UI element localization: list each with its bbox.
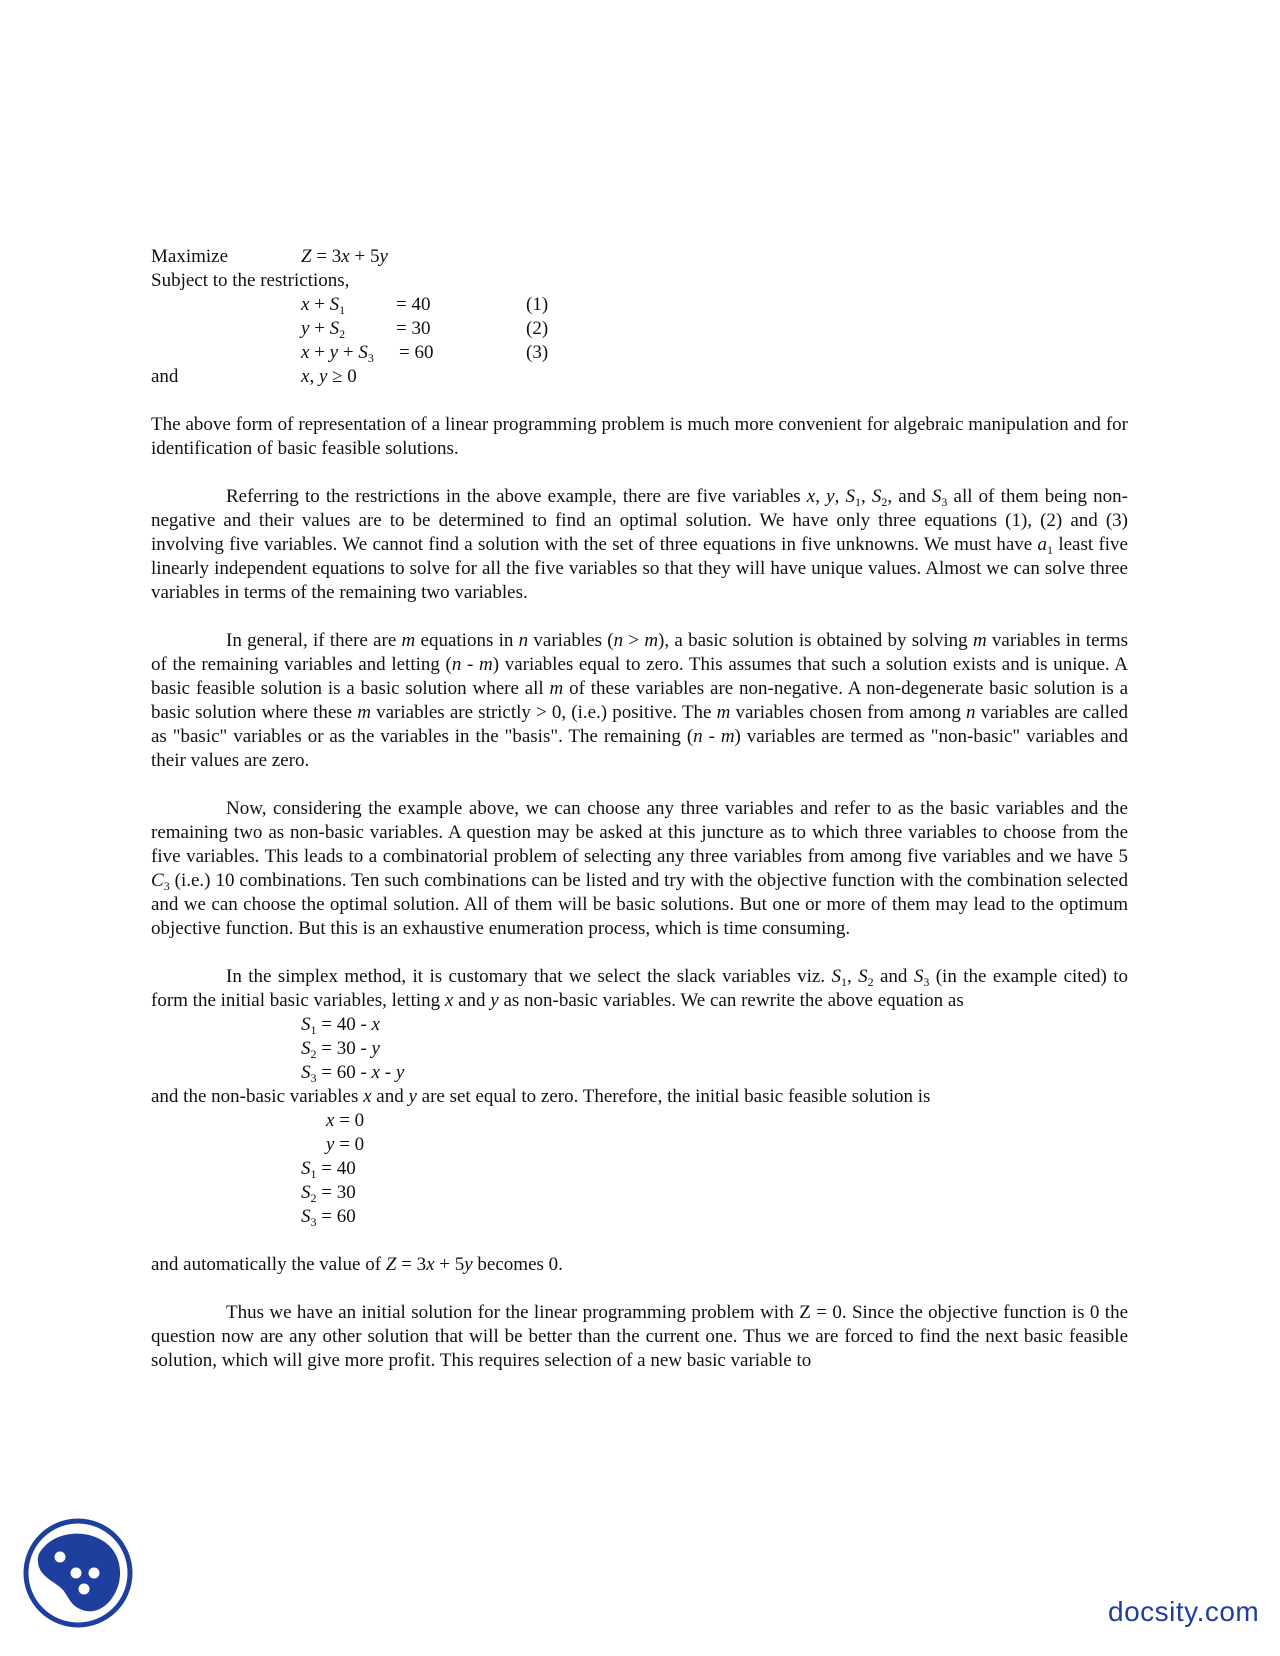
subject-row	[151, 269, 1128, 293]
docsity-logo-icon	[22, 1517, 134, 1629]
solution-value	[151, 1109, 1128, 1133]
constraint-lhs: $x + y + S_3$	[301, 342, 374, 365]
rewrite-equation	[151, 1037, 1128, 1061]
constraint-number: (3)	[526, 342, 549, 363]
and-label: and	[151, 366, 179, 387]
rewrite-equation-text: $S_3 = 60 - x - y$	[301, 1062, 405, 1085]
constraint-row	[151, 317, 1128, 341]
page-content	[151, 245, 1128, 1373]
constraint-row	[151, 341, 1128, 365]
nonnegativity-row	[151, 365, 1128, 389]
constraint-number: (1)	[526, 294, 549, 315]
solution-value	[151, 1157, 1128, 1181]
solution-value	[151, 1133, 1128, 1157]
constraint-rhs: = 60	[399, 342, 434, 363]
solution-value-text: $S_3 = 60$	[301, 1206, 356, 1229]
solution-value	[151, 1205, 1128, 1229]
solution-value-text: $S_1 = 40$	[301, 1158, 356, 1181]
constraint-row	[151, 293, 1128, 317]
rewrite-equation-text: $S_2 = 30 - y$	[301, 1038, 380, 1061]
rewrite-equation	[151, 1061, 1128, 1085]
solution-value-text: y = 0	[326, 1134, 365, 1155]
objective-row	[151, 245, 1128, 269]
constraint-rhs: = 30	[396, 318, 431, 339]
constraint-lhs: $y + S_2$	[301, 318, 346, 341]
rewrite-equation-text: $S_1 = 40 - x$	[301, 1014, 380, 1037]
paragraph-next-solution: Thus we have an initial solution for the linear programming problem with Z = 0. Since the objective function is 0 the question now are any other solution that will be better than the current one. Thus we are forced to find the next basic feasible solution, which will give more profit. This requires selection of a new basic variable to	[151, 1302, 1128, 1371]
subject-label: Subject to the restrictions,	[151, 270, 350, 291]
brand-link[interactable]: docsity.com	[1108, 1596, 1260, 1627]
solution-value-text: x = 0	[326, 1110, 365, 1131]
paragraph-simplex: In the simplex method, it is customary that we select the slack variables viz. $S_1$, $S_2$ and $S_3$ (in the example cited) to form the initial basic variables, letting x and y as non-basic variables. We can rewrite the above equation as	[151, 966, 1128, 1011]
constraint-rhs: = 40	[396, 294, 431, 315]
nonnegativity-constraint: x, y ≥ 0	[301, 366, 357, 387]
paragraph-z-zero: and automatically the value of Z = 3x + 5y becomes 0.	[151, 1254, 563, 1275]
paragraph-combinations: Now, considering the example above, we can choose any three variables and refer to as the basic variables and the remaining two as non-basic variables. A question may be asked at this juncture as to which three variables to choose from the five variables. This leads to a combinatorial problem of selecting any three variables from among five variables and we have 5 $C_3$ (i.e.) 10 combinations. Ten such combinations can be listed and try with the objective function with the combination selected and we can choose the optimal solution. All of them will be basic solutions. But one or more of them may lead to the optimum objective function. But this is an exhaustive enumeration process, which is time consuming.	[151, 798, 1128, 939]
paragraph-variables: Referring to the restrictions in the above example, there are five variables x, y, $S_1$, $S_2$, and $S_3$ all of them being non-negative and their values are to be determined to find an optimal solution. We have only three equations (1), (2) and (3) involving five variables. We cannot find a solution with the set of three equations in five unknowns. We must have $a_1$ least five linearly independent equations to solve for all the five variables so that they will have unique values. Almost we can solve three variables in terms of the remaining two variables.	[151, 486, 1129, 603]
paragraph-nonbasic-zero: and the non-basic variables x and y are set equal to zero. Therefore, the initial basic feasible solution is	[151, 1086, 931, 1107]
paragraph-basic-solution: In general, if there are m equations in n variables (n > m), a basic solution is obtained by solving m variables in terms of the remaining variables and letting (n - m) variables equal to zero. This assumes that such a solution exists and is unique. A basic feasible solution is a basic solution where all m of these variables are non-negative. A non-degenerate basic solution is a basic solution where these m variables are strictly > 0, (i.e.) positive. The m variables chosen from among n variables are called as "basic" variables or as the variables in the "basis". The remaining (n - m) variables are termed as "non-basic" variables and their values are zero.	[151, 630, 1129, 771]
objective-equation-text: Z = 3x + 5y	[301, 246, 388, 267]
paragraph-intro: The above form of representation of a linear programming problem is much more convenient for algebraic manipulation and for identification of basic feasible solutions.	[151, 414, 1128, 459]
solution-value	[151, 1181, 1128, 1205]
rewrite-equation	[151, 1013, 1128, 1037]
constraint-lhs: $x + S_1$	[301, 294, 346, 317]
constraint-number: (2)	[526, 318, 549, 339]
maximize-label: Maximize	[151, 246, 229, 267]
objective-equation	[301, 245, 388, 269]
solution-value-text: $S_2 = 30$	[301, 1182, 356, 1205]
